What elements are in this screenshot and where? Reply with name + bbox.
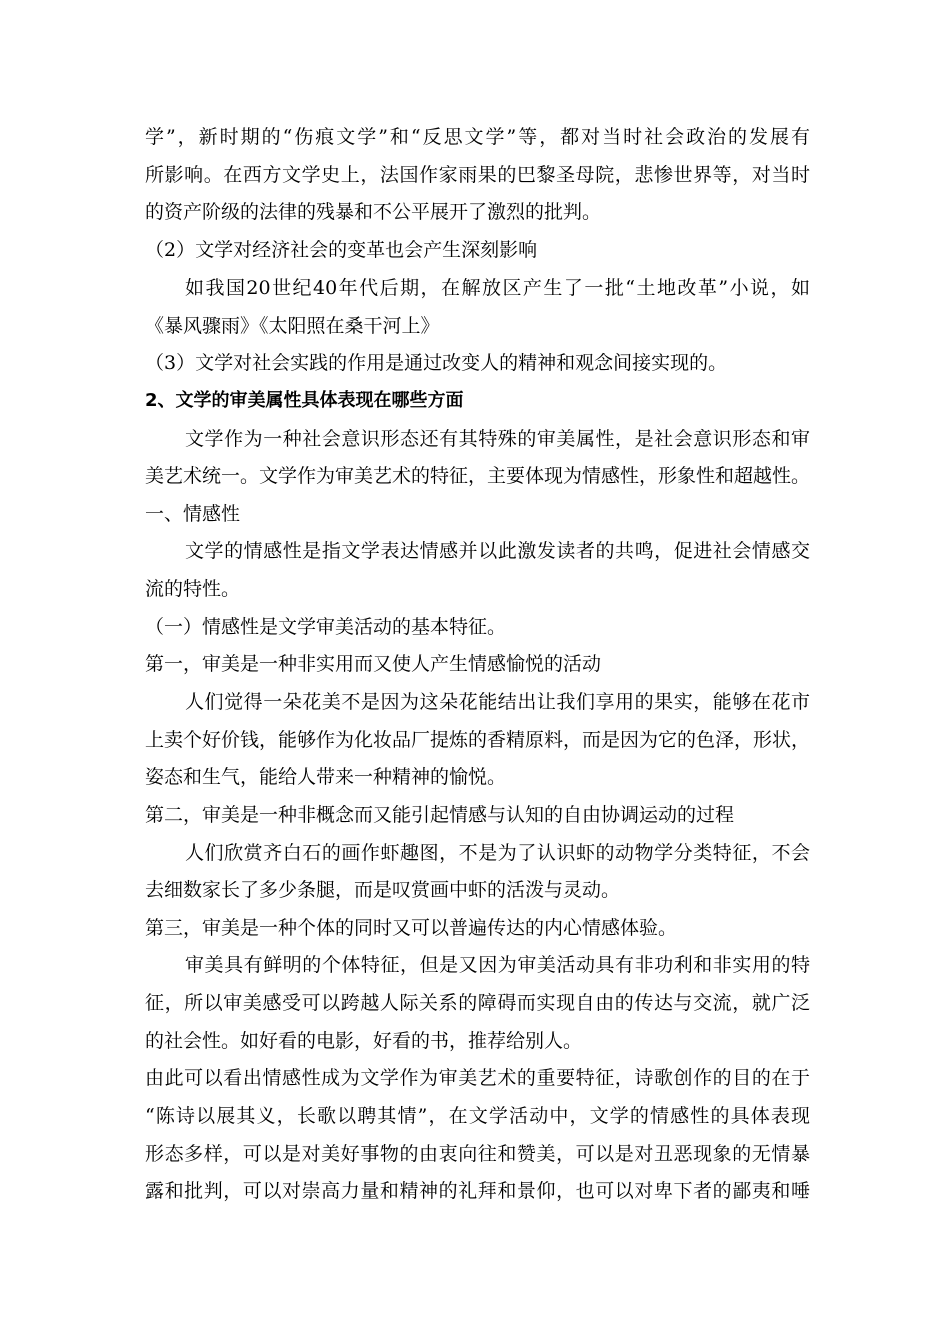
text-line: 学”，新时期的“伤痕文学”和“反思文学”等，都对当时社会政治的发展有 [145, 126, 810, 148]
text-line: 去细数家长了多少条腿，而是叹赏画中虾的活泼与灵动。 [145, 879, 621, 901]
text-line: 形态多样，可以是对美好事物的由衷向往和赞美，可以是对丑恶现象的无情暴 [145, 1143, 810, 1165]
text-line: 《暴风骤雨》《太阳照在桑干河上》 [145, 315, 440, 337]
text-line: 第三，审美是一种个体的同时又可以普遍传达的内心情感体验。 [145, 917, 678, 939]
text-line: 人们觉得一朵花美不是因为这朵花能结出让我们享用的果实，能够在花市 [185, 691, 810, 713]
list-item: （2）文学对经济社会的变革也会产生深刻影响 [145, 239, 538, 261]
text-line: 审美具有鲜明的个体特征，但是又因为审美活动具有非功利和非实用的特 [185, 954, 810, 976]
list-item: （一）情感性是文学审美活动的基本特征。 [145, 616, 507, 638]
text-line: 所影响。在西方文学史上，法国作家雨果的巴黎圣母院，悲惨世界等，对当时 [145, 164, 810, 186]
text-line: “陈诗以展其义，长歌以聘其情”，在文学活动中，文学的情感性的具体表现 [145, 1105, 810, 1127]
text-line: 人们欣赏齐白石的画作虾趣图，不是为了认识虾的动物学分类特征，不会 [185, 842, 810, 864]
text-line: 姿态和生气，能给人带来一种精神的愉悦。 [145, 766, 507, 788]
text-line: 文学作为一种社会意识形态还有其特殊的审美属性，是社会意识形态和审 [185, 428, 810, 450]
text-line: 露和批判，可以对崇高力量和精神的礼拜和景仰，也可以对卑下者的鄙夷和唾 [145, 1180, 810, 1202]
subheading: 一、情感性 [145, 503, 241, 525]
text-line: 上卖个好价钱，能够作为化妆品厂提炼的香精原料，而是因为它的色泽，形状， [145, 729, 810, 751]
text-line: 征，所以审美感受可以跨越人际关系的障碍而实现自由的传达与交流，就广泛 [145, 992, 810, 1014]
text-line: 如我国20世纪40年代后期，在解放区产生了一批“土地改革”小说，如 [185, 277, 810, 299]
section-heading: 2、文学的审美属性具体表现在哪些方面 [145, 390, 464, 411]
text-line: 的资产阶级的法律的残暴和不公平展开了激烈的批判。 [145, 201, 602, 223]
list-item: （3）文学对社会实践的作用是通过改变人的精神和观念间接实现的。 [145, 352, 728, 374]
text-line: 由此可以看出情感性成为文学作为审美艺术的重要特征，诗歌创作的目的在于 [145, 1067, 810, 1089]
text-line: 文学的情感性是指文学表达情感并以此激发读者的共鸣，促进社会情感交 [185, 540, 810, 562]
text-line: 美艺术统一。文学作为审美艺术的特征，主要体现为情感性，形象性和超越性。 [145, 465, 810, 487]
text-line: 的社会性。如好看的电影，好看的书，推荐给别人。 [145, 1030, 583, 1052]
text-line: 流的特性。 [145, 578, 241, 600]
text-line: 第二，审美是一种非概念而又能引起情感与认知的自由协调运动的过程 [145, 804, 735, 826]
text-line: 第一，审美是一种非实用而又使人产生情感愉悦的活动 [145, 653, 602, 675]
